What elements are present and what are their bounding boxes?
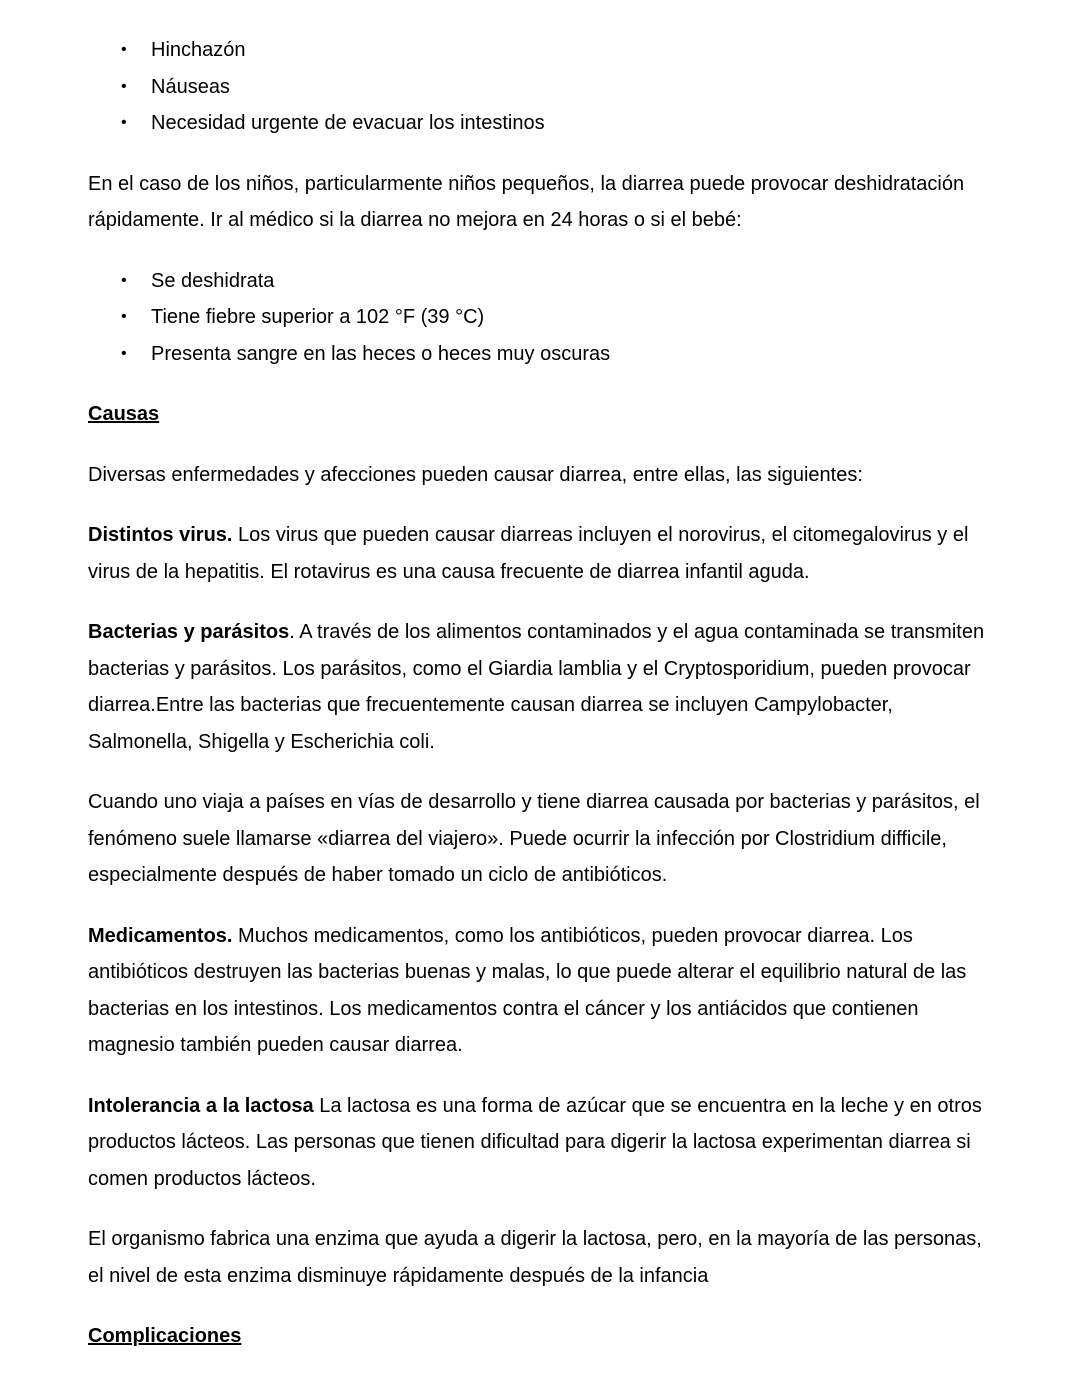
bullet-icon: • [121,114,127,131]
list-item: • Se deshidrata [88,263,998,300]
complications-heading: Complicaciones [88,1325,242,1347]
bullet-icon: • [121,271,127,289]
bullet-icon: • [121,41,127,58]
medications-label: Medicamentos. [88,924,233,947]
enzyme-paragraph: El organismo fabrica una enzima que ayuda a digerir la lactosa, pero, en la mayoría de las personas, el nivel de esta enzima disminuye rápidamente después de la infancia [88,1228,982,1287]
children-paragraph: En el caso de los niños, particularmente niños pequeños, la diarrea puede provocar deshidratación rápidamente. Ir al médico si la diarrea no mejora en 24 horas o si el bebé: [88,172,965,231]
baby-warning-list [88,263,998,373]
lactose-paragraph [88,1088,998,1198]
bullet-icon: • [121,344,127,362]
symptoms-list [88,32,998,142]
bacteria-paragraph [88,614,998,760]
medications-text: Muchos medicamentos, como los antibióticos, pueden provocar diarrea. Los antibióticos destruyen las bacterias buenas y malas, lo que puede alterar el equilibrio natural de las bacterias en los intestinos. Los medicamentos contra el cáncer y los antiácidos que contienen magnesio también pueden causar diarrea. [88,924,967,1056]
medications-paragraph [88,918,998,1064]
travel-paragraph: Cuando uno viaja a países en vías de desarrollo y tiene diarrea causada por bacterias y parásitos, el fenómeno suele llamarse «diarrea del viajero». Puede ocurrir la infección por Clostridium difficile, especialmente después de haber tomado un ciclo de antibióticos. [88,791,980,886]
bacteria-label: Bacterias y parásitos [88,621,290,643]
causes-intro: Diversas enfermedades y afecciones pueden causar diarrea, entre ellas, las siguientes: [88,463,863,486]
virus-text: Los virus que pueden causar diarreas incluyen el norovirus, el citomegalovirus y el virus de la hepatitis. El rotavirus es una causa frecuente de diarrea infantil aguda. [88,524,969,583]
lactose-text: La lactosa es una forma de azúcar que se encuentra en la leche y en otros productos lácteos. Las personas que tienen dificultad para digerir la lactosa experimentan diarrea si comen productos lácteos. [88,1094,982,1190]
list-item: • Presenta sangre en las heces o heces muy oscuras [88,336,998,373]
document-page [88,32,998,1355]
lactose-label: Intolerancia a la lactosa [88,1094,314,1117]
list-item: • Hinchazón [88,32,998,69]
bullet-icon: • [121,308,127,325]
causes-heading: Causas [88,403,160,425]
bullet-icon: • [121,77,127,95]
list-item: • Náuseas [88,69,998,106]
list-item: • Tiene fiebre superior a 102 °F (39 °C) [88,299,998,336]
virus-label: Distintos virus. [88,524,233,546]
virus-paragraph [88,517,998,590]
list-item: • Necesidad urgente de evacuar los intestinos [88,105,998,142]
bacteria-text: . A través de los alimentos contaminados y el agua contaminada se transmiten bacterias y parásitos. Los parásitos, como el Giardia lamblia y el Cryptosporidium, pueden provocar diarrea.Entre las bacterias que frecuentemente causan diarrea se incluyen Campylobacter, Salmonella, Shigella y Escherichia coli. [88,621,985,753]
